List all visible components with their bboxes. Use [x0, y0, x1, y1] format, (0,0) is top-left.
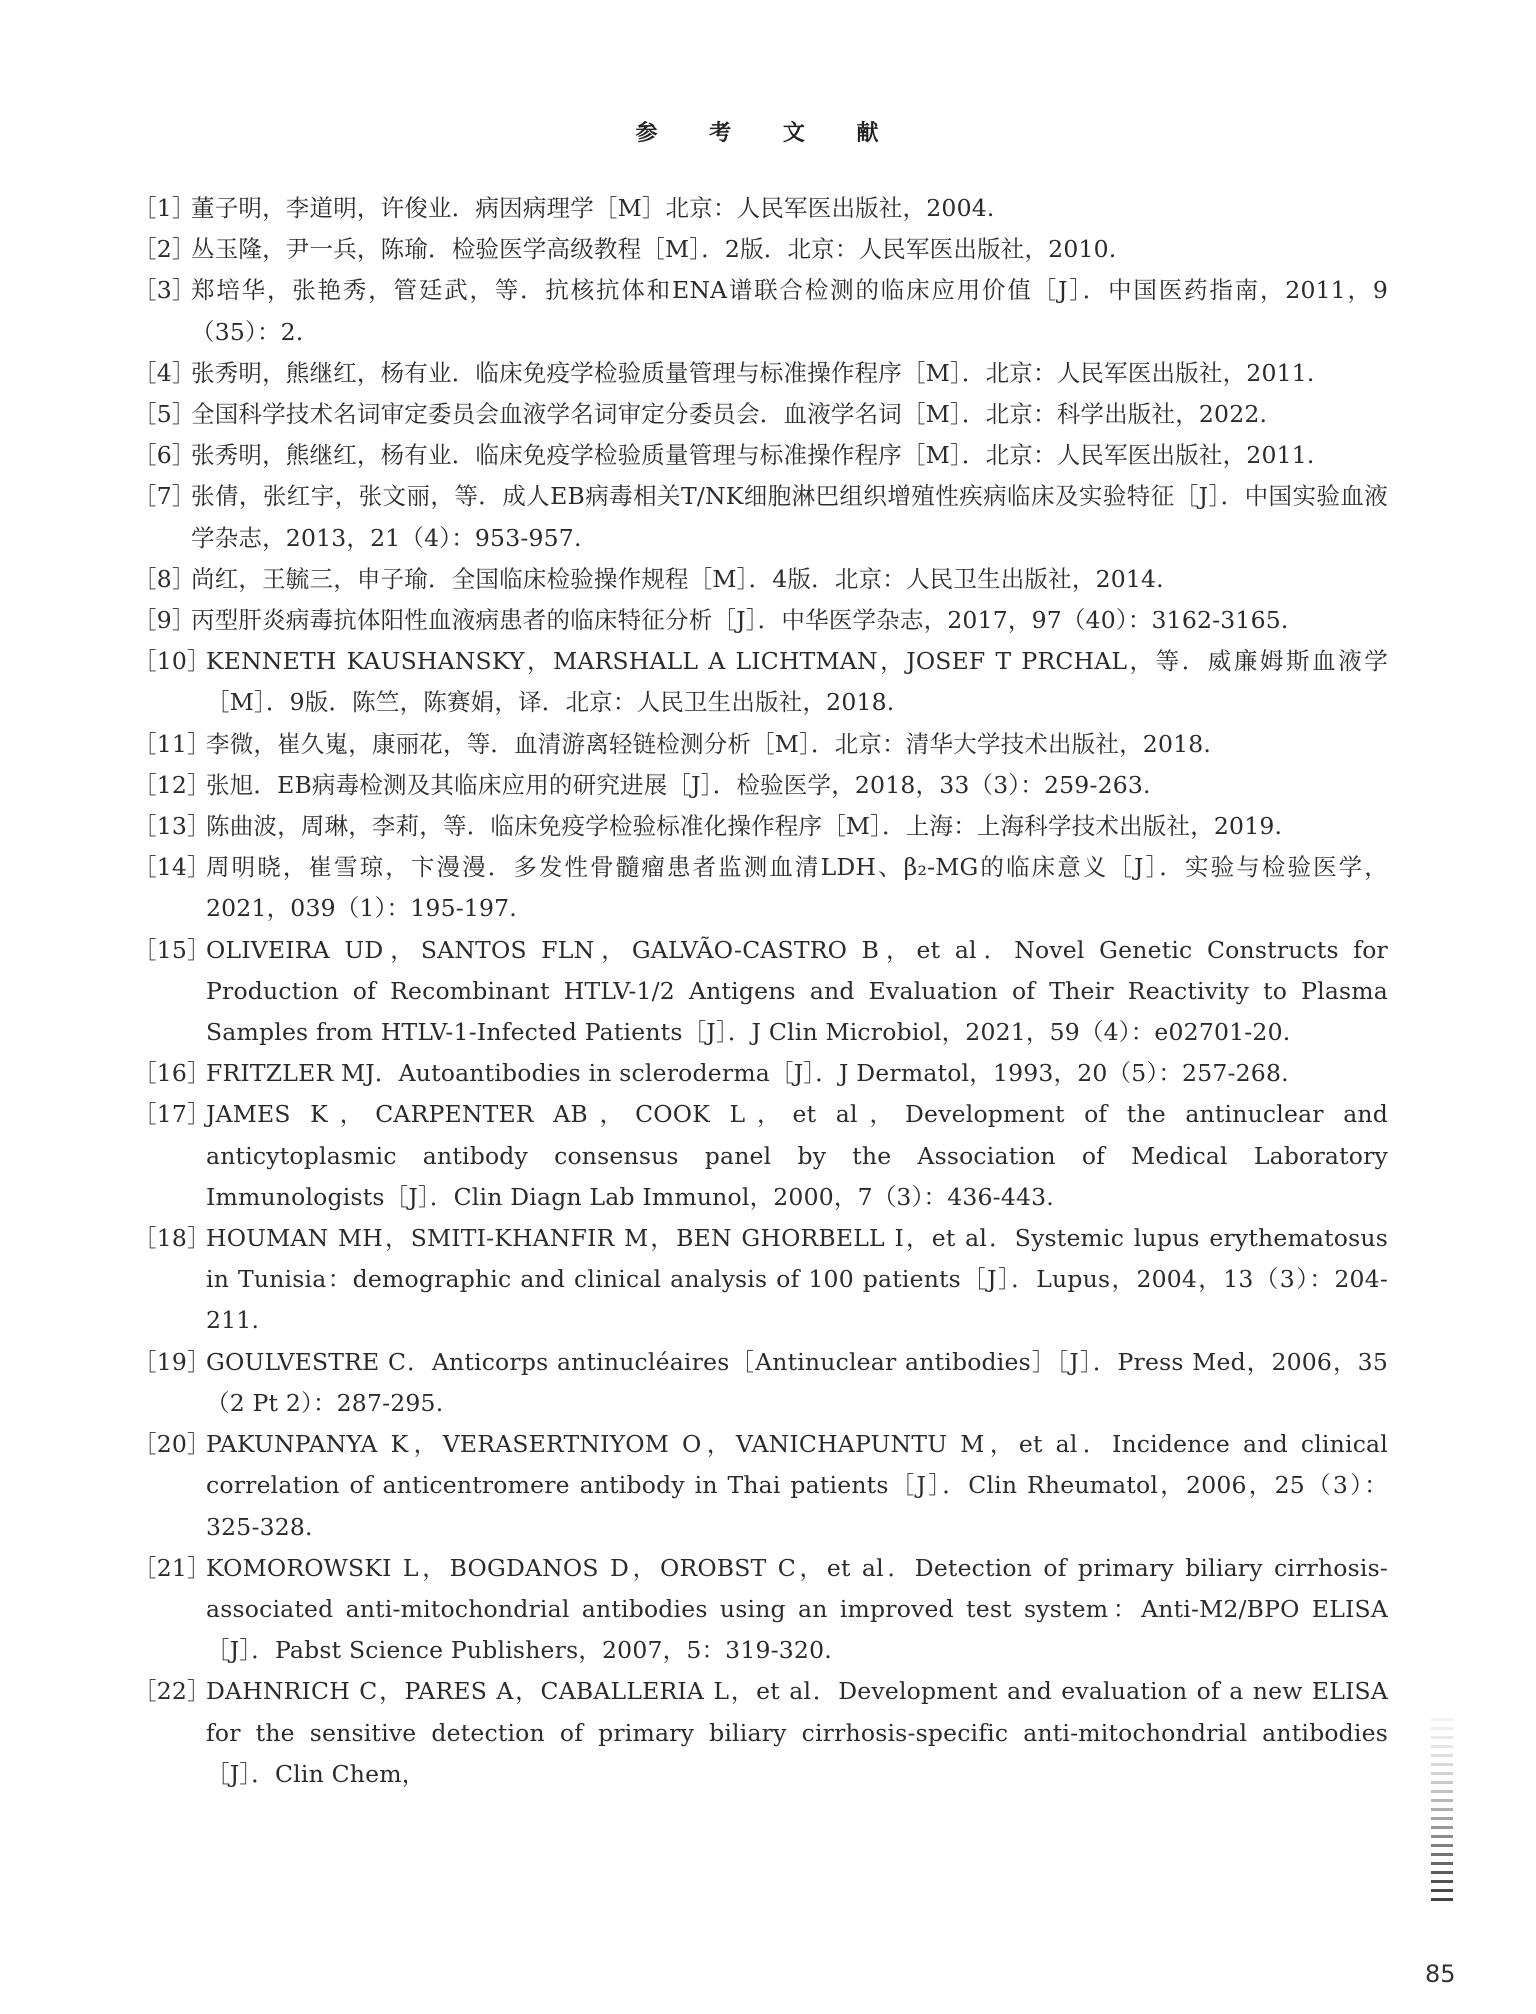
- reference-item: [133, 1053, 1388, 1094]
- reference-number: ［22］: [133, 1677, 211, 1706]
- reference-text: FRITZLER MJ．Autoantibodies in scleroderma［J］．J Dermatol，1993，20（5）：257-268.: [206, 1059, 1289, 1088]
- reference-item: [133, 1342, 1388, 1424]
- reference-text: JAMES K，CARPENTER AB，COOK L，et al，Development of the antinuclear and anticytoplasmic antibody consensus panel by the Association of Medical Laboratory Immunologists［J］．Clin Diagn Lab Immunol，2000，7（3）：436-443.: [206, 1100, 1388, 1211]
- reference-item: [133, 600, 1388, 641]
- reference-item: [133, 353, 1388, 394]
- reference-number: ［9］: [133, 606, 196, 635]
- page-edge-marker: [1431, 1718, 1453, 1907]
- reference-text: OLIVEIRA UD，SANTOS FLN，GALVÃO-CASTRO B，et al．Novel Genetic Constructs for Production of Recombinant HTLV-1/2 Antigens and Evaluation of Their Reactivity to Plasma Samples from HTLV-1-Infected Patients［J］．J Clin Microbiol，2021，59（4）：e02701-20.: [206, 935, 1388, 1047]
- reference-item: [133, 1424, 1388, 1548]
- reference-item: [133, 847, 1388, 929]
- reference-item: [133, 188, 1388, 229]
- reference-number: ［12］: [133, 770, 211, 799]
- reference-text: 张秀明，熊继红，杨有业．临床免疫学检验质量管理与标准操作程序［M］．北京：人民军医出版社，2011.: [191, 441, 1315, 470]
- reference-item: [133, 641, 1388, 723]
- reference-number: ［18］: [133, 1224, 211, 1253]
- reference-text: 董子明，李道明，许俊业．病因病理学［M］北京：人民军医出版社，2004.: [191, 194, 995, 222]
- reference-item: [133, 435, 1388, 476]
- reference-number: ［20］: [133, 1430, 211, 1459]
- reference-text: HOUMAN MH，SMITI-KHANFIR M，BEN GHORBELL I，et al．Systemic lupus erythematosus in Tunisia：demographic and clinical analysis of 100 patients［J］．Lupus，2004，13（3）：204-211.: [206, 1224, 1388, 1335]
- reference-item: [133, 476, 1388, 558]
- reference-text: 周明晓，崔雪琼，卞漫漫．多发性骨髓瘤患者监测血清LDH、β₂-MG的临床意义［J］．实验与检验医学，2021，039（1）：195-197.: [206, 853, 1388, 923]
- reference-text: 李微，崔久嵬，康丽花，等．血清游离轻链检测分析［M］．北京：清华大学技术出版社，2018.: [206, 729, 1212, 758]
- reference-text: GOULVESTRE C．Anticorps antinucléaires［Antinuclear antibodies］［J］．Press Med，2006，35（2 Pt 2）：287-295.: [206, 1347, 1388, 1417]
- reference-item: [133, 1671, 1388, 1795]
- reference-item: [133, 394, 1388, 435]
- reference-text: PAKUNPANYA K，VERASERTNIYOM O，VANICHAPUNTU M，et al．Incidence and clinical correlation of anticentromere antibody in Thai patients［J］．Clin Rheumatol，2006，25（3）：325-328.: [206, 1430, 1388, 1541]
- reference-item: [133, 1218, 1388, 1342]
- reference-text: 全国科学技术名词审定委员会血液学名词审定分委员会．血液学名词［M］．北京：科学出版社，2022.: [191, 400, 1268, 429]
- reference-number: ［6］: [133, 441, 196, 470]
- reference-text: DAHNRICH C，PARES A，CABALLERIA L，et al．Development and evaluation of a new ELISA for the sensitive detection of primary biliary cirrhosis-specific anti-mitochondrial antibodies［J］．Clin Chem，: [206, 1677, 1388, 1788]
- reference-item: [133, 724, 1388, 765]
- reference-item: [133, 930, 1388, 1054]
- reference-text: KOMOROWSKI L，BOGDANOS D，OROBST C，et al．Detection of primary biliary cirrhosis-associated anti-mitochondrial antibodies using an improved test system：Anti-M2/BPO ELISA［J］．Pabst Science Publishers，2007，5：319-320.: [206, 1553, 1388, 1665]
- reference-number: ［15］: [133, 935, 211, 964]
- reference-text: 张倩，张红宇，张文丽，等．成人EB病毒相关T/NK细胞淋巴组织增殖性疾病临床及实验特征［J］．中国实验血液学杂志，2013，21（4）：953-957.: [191, 482, 1388, 552]
- reference-item: [133, 229, 1388, 270]
- reference-text: 张旭．EB病毒检测及其临床应用的研究进展［J］．检验医学，2018，33（3）：259-263.: [206, 770, 1151, 799]
- reference-number: ［8］: [133, 564, 196, 593]
- reference-text: 尚红，王毓三，申子瑜．全国临床检验操作规程［M］．4版．北京：人民卫生出版社，2014.: [191, 564, 1164, 593]
- reference-item: [133, 765, 1388, 806]
- reference-number: ［13］: [133, 812, 211, 841]
- reference-number: ［4］: [133, 358, 196, 387]
- reference-number: ［3］: [133, 276, 196, 305]
- reference-number: ［19］: [133, 1347, 211, 1376]
- reference-list: [133, 188, 1388, 1795]
- reference-number: ［1］: [133, 194, 196, 222]
- page-title: 参 考 文 献: [635, 121, 901, 146]
- reference-text: KENNETH KAUSHANSKY，MARSHALL A LICHTMAN，JOSEF T PRCHAL，等．威廉姆斯血液学［M］．9版．陈竺，陈赛娟，译．北京：人民卫生出版社，2018.: [206, 647, 1388, 717]
- reference-text: 丛玉隆，尹一兵，陈瑜．检验医学高级教程［M］．2版．北京：人民军医出版社，2010.: [191, 235, 1117, 264]
- reference-number: ［11］: [133, 729, 211, 758]
- reference-number: ［2］: [133, 235, 196, 264]
- reference-text: 丙型肝炎病毒抗体阳性血液病患者的临床特征分析［J］．中华医学杂志，2017，97（40）：3162-3165.: [191, 606, 1289, 635]
- reference-item: [133, 559, 1388, 600]
- reference-number: ［10］: [133, 647, 211, 676]
- reference-number: ［5］: [133, 400, 196, 429]
- reference-item: [133, 270, 1388, 352]
- reference-item: [133, 1548, 1388, 1672]
- reference-number: ［14］: [133, 853, 211, 882]
- reference-text: 郑培华，张艳秀，管廷武，等．抗核抗体和ENA谱联合检测的临床应用价值［J］．中国医药指南，2011，9（35）：2.: [191, 276, 1388, 346]
- reference-text: 陈曲波，周琳，李莉，等．临床免疫学检验标准化操作程序［M］．上海：上海科学技术出版社，2019.: [206, 812, 1283, 841]
- reference-item: [133, 1094, 1388, 1218]
- reference-number: ［7］: [133, 482, 196, 511]
- page-number: 85: [1425, 1960, 1456, 1988]
- reference-number: ［21］: [133, 1553, 211, 1582]
- reference-number: ［16］: [133, 1059, 211, 1088]
- reference-text: 张秀明，熊继红，杨有业．临床免疫学检验质量管理与标准操作程序［M］．北京：人民军医出版社，2011.: [191, 358, 1315, 387]
- reference-number: ［17］: [133, 1100, 211, 1129]
- reference-item: [133, 806, 1388, 847]
